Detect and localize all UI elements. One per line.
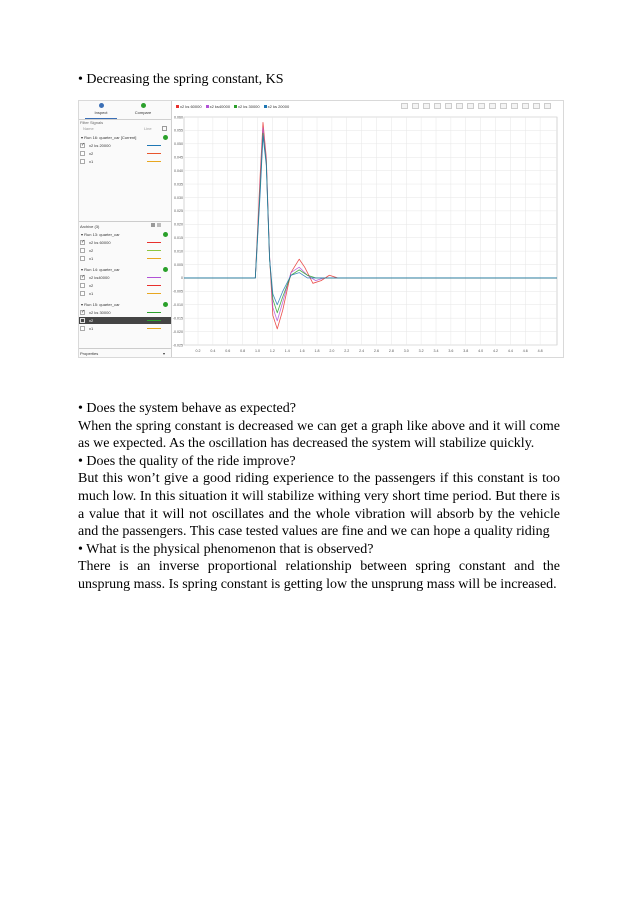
run-label: ▾ Run 14: quarter_car bbox=[81, 267, 120, 272]
column-name-header: Name bbox=[83, 126, 94, 131]
question-1: • Does the system behave as expected? bbox=[78, 401, 296, 416]
x-tick-label: 2.4 bbox=[359, 349, 365, 353]
line-color-swatch[interactable] bbox=[147, 312, 161, 313]
y-tick-label: -0.010 bbox=[172, 303, 183, 308]
signals-panel bbox=[79, 101, 172, 357]
signal-label: x2 ks 60000 bbox=[89, 240, 111, 245]
delete-icon[interactable] bbox=[151, 223, 155, 227]
legend-entry bbox=[206, 104, 230, 109]
line-color-swatch[interactable] bbox=[147, 153, 161, 154]
signal-label: x1 bbox=[89, 256, 94, 261]
run-row[interactable] bbox=[79, 231, 171, 238]
y-tick-label: 0.010 bbox=[174, 249, 183, 254]
signal-checkbox[interactable] bbox=[80, 248, 85, 253]
line-color-swatch[interactable] bbox=[147, 293, 161, 294]
line-color-swatch[interactable] bbox=[147, 242, 161, 243]
signal-label: x2 bbox=[89, 151, 94, 156]
signal-row[interactable] bbox=[79, 282, 171, 289]
signal-label: x2 ks 20000 bbox=[89, 143, 111, 148]
run-status-icon bbox=[163, 135, 168, 140]
inspect-icon bbox=[99, 103, 104, 108]
y-tick-label: 0.055 bbox=[174, 128, 183, 133]
legend-label: x2 ks40000 bbox=[209, 104, 231, 109]
x-tick-label: 1.6 bbox=[299, 349, 305, 353]
signal-label: x2 bbox=[89, 283, 94, 288]
legend-label: x2 ks 60000 bbox=[180, 104, 202, 109]
signal-row[interactable] bbox=[79, 247, 171, 254]
signal-checkbox[interactable] bbox=[80, 326, 85, 331]
run-status-icon bbox=[163, 232, 168, 237]
x-tick-label: 2.8 bbox=[388, 349, 394, 353]
y-tick-label: -0.020 bbox=[172, 329, 183, 334]
toolbar-button[interactable] bbox=[500, 103, 507, 109]
legend-entry bbox=[234, 104, 260, 109]
tab-inspect[interactable] bbox=[81, 103, 121, 115]
settings-icon[interactable] bbox=[157, 223, 161, 227]
tab-compare[interactable] bbox=[123, 103, 163, 115]
plot-frame bbox=[184, 117, 557, 345]
signal-row[interactable] bbox=[79, 142, 171, 149]
tab-compare-label: Compare bbox=[134, 110, 152, 115]
signal-row[interactable] bbox=[79, 317, 171, 324]
legend-swatch bbox=[234, 105, 237, 108]
x-tick-label: 2.6 bbox=[374, 349, 379, 353]
toolbar-button[interactable] bbox=[401, 103, 408, 109]
legend-entry bbox=[264, 104, 290, 109]
y-tick-label: 0.035 bbox=[174, 182, 183, 187]
filter-signals[interactable] bbox=[79, 120, 171, 132]
properties-header[interactable] bbox=[79, 348, 171, 358]
toolbar-button[interactable] bbox=[533, 103, 540, 109]
signal-row[interactable] bbox=[79, 290, 171, 297]
run-label: ▾ Run 16: quarter_car [Current] bbox=[81, 135, 137, 140]
chart-legend bbox=[176, 104, 293, 111]
x-tick-label: 0.4 bbox=[210, 349, 216, 353]
signal-checkbox[interactable] bbox=[80, 159, 85, 164]
y-tick-label: -0.005 bbox=[172, 289, 183, 294]
x-tick-label: 3.6 bbox=[448, 349, 454, 353]
x-tick-label: 4.4 bbox=[507, 349, 513, 353]
run-status-icon bbox=[163, 267, 168, 272]
properties-label: Properties bbox=[80, 351, 99, 356]
x-tick-label: 4.2 bbox=[493, 349, 498, 353]
line-color-swatch[interactable] bbox=[147, 161, 161, 162]
answer-3: There is an inverse proportional relationship between spring constant and the unsprung mass. Is spring constant is getting low the unsprung mass will be increased. bbox=[78, 559, 560, 592]
signal-label: x2 ks 30000 bbox=[89, 310, 111, 315]
y-tick-label: -0.025 bbox=[172, 343, 183, 348]
run-status-icon bbox=[163, 302, 168, 307]
legend-label: x2 ks 30000 bbox=[238, 104, 260, 109]
run-row[interactable] bbox=[79, 134, 171, 141]
x-tick-label: 4.6 bbox=[522, 349, 528, 353]
x-tick-label: 0.6 bbox=[225, 349, 231, 353]
x-tick-label: 0.8 bbox=[240, 349, 246, 353]
signal-checkbox[interactable] bbox=[80, 283, 85, 288]
run-row[interactable] bbox=[79, 266, 171, 273]
signal-label: x1 bbox=[89, 291, 94, 296]
x-tick-label: 2.2 bbox=[344, 349, 350, 353]
legend-swatch bbox=[176, 105, 179, 108]
y-tick-label: 0.040 bbox=[174, 168, 183, 173]
signal-checkbox[interactable] bbox=[80, 318, 85, 323]
signal-checkbox[interactable] bbox=[80, 143, 85, 148]
line-color-swatch[interactable] bbox=[147, 277, 161, 278]
x-tick-label: 3.8 bbox=[463, 349, 469, 353]
settings-icon[interactable] bbox=[162, 126, 167, 131]
legend-swatch bbox=[264, 105, 267, 108]
y-tick-label: 0.060 bbox=[174, 115, 183, 120]
signal-checkbox[interactable] bbox=[80, 256, 85, 261]
tab-bar bbox=[79, 101, 171, 120]
signal-row[interactable] bbox=[79, 158, 171, 165]
line-color-swatch[interactable] bbox=[147, 258, 161, 259]
signal-label: x2 bbox=[89, 318, 94, 323]
signal-row[interactable] bbox=[79, 309, 171, 316]
line-color-swatch[interactable] bbox=[147, 328, 161, 329]
archive-header[interactable] bbox=[79, 221, 171, 230]
archive-label: Archive (3) bbox=[80, 224, 100, 229]
line-color-swatch[interactable] bbox=[147, 320, 161, 321]
toolbar-button[interactable] bbox=[478, 103, 485, 109]
y-tick-label: 0.030 bbox=[174, 195, 183, 200]
signal-label: x2 bbox=[89, 248, 94, 253]
signal-row[interactable] bbox=[79, 150, 171, 157]
section-heading: • Decreasing the spring constant, KS bbox=[78, 72, 284, 87]
simulation-data-inspector-screenshot bbox=[78, 100, 564, 358]
signal-label: x1 bbox=[89, 326, 94, 331]
signal-row[interactable] bbox=[79, 274, 171, 281]
toolbar-button[interactable] bbox=[489, 103, 496, 109]
signal-label: x2 ks40000 bbox=[89, 275, 110, 280]
y-tick-label: 0 bbox=[181, 276, 183, 281]
x-tick-label: 0.2 bbox=[195, 349, 201, 353]
y-tick-label: 0.015 bbox=[174, 236, 183, 241]
question-3: • What is the physical phenomenon that is observed? bbox=[78, 541, 374, 557]
x-tick-label: 1.2 bbox=[269, 349, 275, 353]
run-label: ▾ Run 13: quarter_car bbox=[81, 232, 120, 237]
line-color-swatch[interactable] bbox=[147, 145, 161, 146]
legend-entry bbox=[176, 104, 202, 109]
x-tick-label: 2.0 bbox=[329, 349, 335, 353]
plot-toolbar bbox=[401, 103, 561, 109]
signal-checkbox[interactable] bbox=[80, 275, 85, 280]
toolbar-button[interactable] bbox=[412, 103, 419, 109]
signal-checkbox[interactable] bbox=[80, 240, 85, 245]
signal-row[interactable] bbox=[79, 255, 171, 262]
y-tick-label: 0.005 bbox=[174, 262, 183, 267]
legend-swatch bbox=[206, 105, 209, 108]
x-tick-label: 4.8 bbox=[537, 349, 543, 353]
signal-checkbox[interactable] bbox=[80, 151, 85, 156]
x-tick-label: 1.0 bbox=[255, 349, 260, 353]
signal-row[interactable] bbox=[79, 239, 171, 246]
x-tick-label: 1.4 bbox=[284, 349, 290, 353]
x-tick-label: 4.0 bbox=[478, 349, 484, 353]
y-tick-label: 0.050 bbox=[174, 142, 183, 147]
signal-label: x1 bbox=[89, 159, 94, 164]
line-color-swatch[interactable] bbox=[147, 250, 161, 251]
filter-title: Filter Signals bbox=[80, 120, 104, 125]
legend-label: x2 ks 20000 bbox=[267, 104, 290, 109]
x-tick-label: 1.8 bbox=[314, 349, 320, 353]
y-tick-label: -0.015 bbox=[172, 316, 183, 321]
toolbar-button[interactable] bbox=[423, 103, 430, 109]
body-text bbox=[78, 400, 560, 594]
column-line-header: Line bbox=[144, 126, 152, 131]
x-tick-label: 3.4 bbox=[433, 349, 439, 353]
signal-checkbox[interactable] bbox=[80, 291, 85, 296]
chevron-down-icon: ▾ bbox=[163, 351, 166, 356]
compare-icon bbox=[141, 103, 146, 108]
plot-area bbox=[172, 101, 563, 357]
toolbar-button[interactable] bbox=[434, 103, 441, 109]
x-tick-label: 3.2 bbox=[418, 349, 424, 353]
toolbar-button[interactable] bbox=[456, 103, 463, 109]
x-tick-label: 3.0 bbox=[403, 349, 409, 353]
signal-row[interactable] bbox=[79, 325, 171, 332]
toolbar-button[interactable] bbox=[445, 103, 452, 109]
y-tick-label: 0.045 bbox=[174, 155, 183, 160]
toolbar-button[interactable] bbox=[522, 103, 529, 109]
toolbar-button[interactable] bbox=[467, 103, 474, 109]
tab-inspect-label: Inspect bbox=[94, 110, 108, 115]
y-tick-label: 0.025 bbox=[174, 209, 183, 214]
line-color-swatch[interactable] bbox=[147, 285, 161, 286]
run-row[interactable] bbox=[79, 301, 171, 308]
run-label: ▾ Run 15: quarter_car bbox=[81, 302, 120, 307]
toolbar-button[interactable] bbox=[511, 103, 518, 109]
line-chart bbox=[172, 101, 563, 357]
signal-checkbox[interactable] bbox=[80, 310, 85, 315]
y-tick-label: 0.020 bbox=[174, 222, 183, 227]
answer-2: But this won’t give a good riding experience to the passengers if this constant is too much low. In this situation it will stabilize withing very short time period. But there is a value that it will not oscillates and the whole vibration will absorb by the vehicle and the passengers. This case tested values are fine and we can hope a quality riding bbox=[78, 471, 560, 540]
toolbar-button[interactable] bbox=[544, 103, 551, 109]
question-2: • Does the quality of the ride improve? bbox=[78, 453, 296, 469]
answer-1: When the spring constant is decreased we can get a graph like above and it will come as we expected. As the oscillation has decreased the system will stabilize quickly. bbox=[78, 418, 560, 452]
